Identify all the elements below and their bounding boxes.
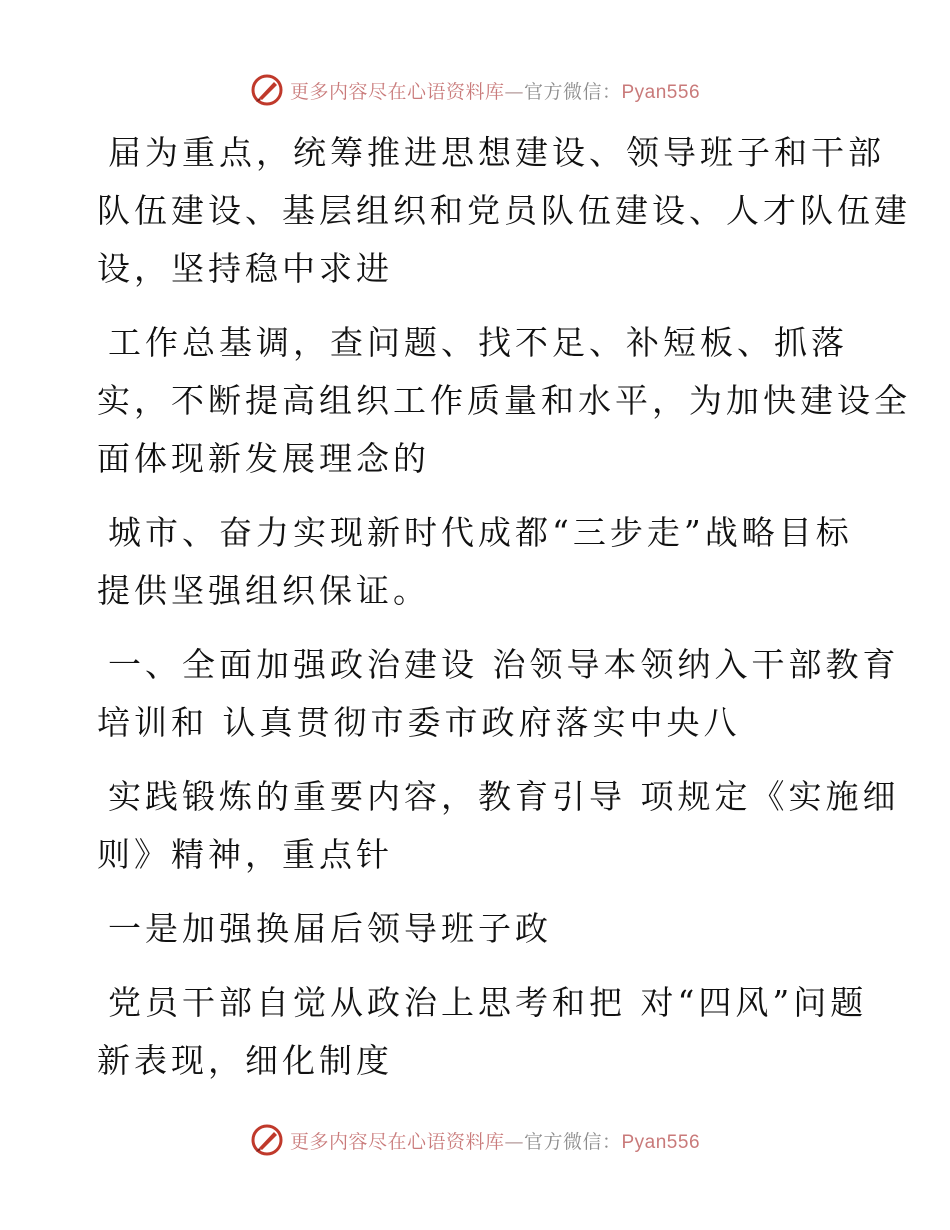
paragraph-line: 届为重点，统筹推进思想建设、领导班子和干部 bbox=[108, 133, 885, 172]
paragraph bbox=[97, 124, 911, 298]
paragraph-line: 一是加强换届后领导班子政 bbox=[108, 909, 552, 948]
paragraph-line: 培训和 认真贯彻市委市政府落实中央八 bbox=[97, 703, 741, 742]
banner-dash: — bbox=[504, 80, 524, 103]
banner-wechat-id: Pyan556 bbox=[621, 81, 701, 103]
paragraph-line: 一、全面加强政治建设 治领导本领纳入干部教育 bbox=[108, 645, 900, 684]
footer-banner bbox=[0, 1120, 950, 1160]
paragraph-line: 城市、奋力实现新时代成都“三步走”战略目标 bbox=[108, 513, 853, 552]
document-body bbox=[97, 124, 911, 1106]
banner-wechat-label: 官方微信： bbox=[523, 80, 622, 103]
paragraph bbox=[97, 768, 900, 884]
paragraph-line: 提供坚强组织保证。 bbox=[97, 571, 430, 610]
banner-wechat-id: Pyan556 bbox=[621, 1131, 701, 1153]
quill-pen-logo-icon bbox=[250, 1123, 284, 1157]
paragraph-line: 新表现，细化制度 bbox=[97, 1041, 393, 1080]
banner-site-text: 更多内容尽在心语资料库 bbox=[289, 80, 505, 103]
banner-text bbox=[290, 77, 700, 104]
header-banner bbox=[0, 70, 950, 110]
paragraph bbox=[97, 900, 857, 958]
paragraph-line: 设，坚持稳中求进 bbox=[97, 249, 393, 288]
paragraph bbox=[97, 636, 900, 752]
paragraph-line: 实，不断提高组织工作质量和水平，为加快建设全 bbox=[97, 381, 911, 420]
paragraph-line: 面体现新发展理念的 bbox=[97, 439, 430, 478]
paragraph-line: 队伍建设、基层组织和党员队伍建设、人才队伍建 bbox=[97, 191, 911, 230]
paragraph bbox=[97, 314, 911, 488]
paragraph-line: 实践锻炼的重要内容，教育引导 项规定《实施细 bbox=[108, 777, 900, 816]
banner-site-text: 更多内容尽在心语资料库 bbox=[289, 1130, 505, 1153]
quill-pen-logo-icon bbox=[250, 73, 284, 107]
paragraph-line: 党员干部自觉从政治上思考和把 对“四风”问题 bbox=[108, 983, 868, 1022]
banner-wechat-label: 官方微信： bbox=[523, 1130, 622, 1153]
paragraph-line: 则》精神，重点针 bbox=[97, 835, 393, 874]
banner-text bbox=[290, 1127, 700, 1154]
paragraph-line: 工作总基调，查问题、找不足、补短板、抓落 bbox=[108, 323, 848, 362]
paragraph bbox=[97, 504, 857, 620]
paragraph bbox=[97, 974, 868, 1090]
banner-dash: — bbox=[504, 1130, 524, 1153]
